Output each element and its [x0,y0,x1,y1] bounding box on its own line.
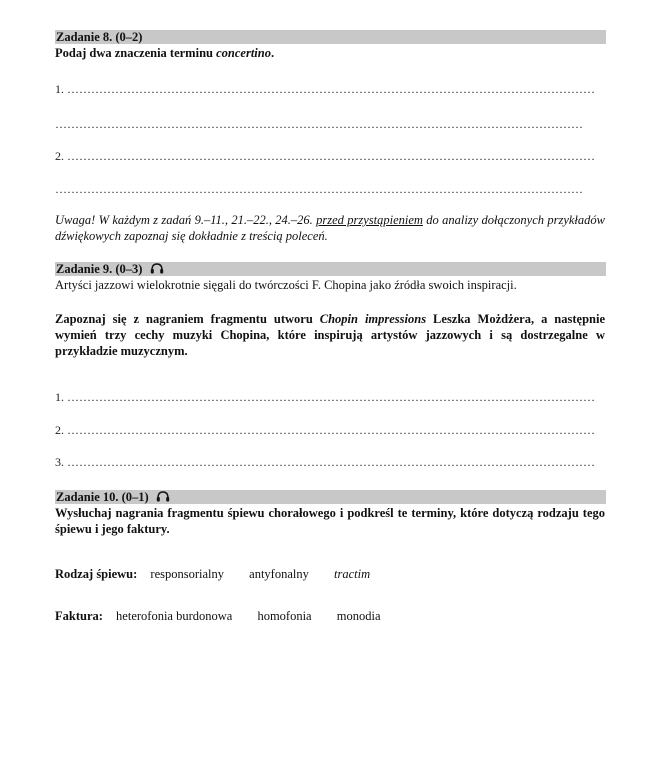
task9-header [55,262,606,276]
task8-answer-line-3[interactable]: 2. …………………………………………………………………………………………………………………… [55,149,595,163]
faktura-label: Faktura: [55,609,103,623]
option-tractim[interactable]: tractim [334,567,371,581]
task9-question-text: Zapoznaj się z nagraniem fragmentu utworu [55,312,320,326]
note-underlined: przed przystąpieniem [316,213,423,227]
task10-row-faktura [55,608,605,624]
task8-answer-line-4[interactable]: …………………………………………………………………………………………………………………… [55,182,583,196]
task9-answer-line-1[interactable]: 1. …………………………………………………………………………………………………………………… [55,390,595,404]
task10-row-rodzaj [55,566,605,582]
task8-question [55,45,605,61]
headphones-icon [150,263,164,277]
task9-title: Chopin impressions [319,312,427,326]
task8-header [55,30,606,44]
task9-question-end: Leszka Możdżera, a następnie wymień trzy cechy muzyki Chopina, które inspirują artystów jazzowych i są dostrzegalne w przykładzie muzycznym. [55,312,605,358]
task9-header-text: Zadanie 9. (0–3) [56,262,143,276]
note-text: Uwaga! W każdym z zadań 9.–11., 21.–22., 24.–26. [55,213,317,227]
note-text-end: do analizy dołączonych przykładów dźwiękowych zapoznaj się dokładnie z treścią poleceń. [55,213,605,243]
option-responsorialny[interactable]: responsorialny [150,567,225,581]
task8-header-text: Zadanie 8. (0–2) [56,30,143,44]
task10-header-text: Zadanie 10. (0–1) [56,490,149,504]
task8-question-text: Podaj dwa znaczenia terminu [55,46,217,60]
option-monodia[interactable]: monodia [336,609,381,623]
note-paragraph [55,212,605,244]
task8-answer-line-2[interactable]: …………………………………………………………………………………………………………………… [55,117,583,131]
task10-question: Wysłuchaj nagrania fragmentu śpiewu chorałowego i podkreśl te terminy, które dotyczą rodzaju tego śpiewu i jego faktury. [55,506,605,536]
task9-intro: Artyści jazzowi wielokrotnie sięgali do twórczości F. Chopina jako źródła swoich inspiracji. [55,278,517,292]
task8-term: concertino [216,46,271,60]
rodzaj-label: Rodzaj śpiewu: [55,567,138,581]
option-heterofonia-burdonowa[interactable]: heterofonia burdonowa [116,609,233,623]
option-antyfonalny[interactable]: antyfonalny [249,567,309,581]
task9-question [55,311,605,359]
task10-header [55,490,606,504]
headphones-icon [156,491,170,505]
task8-answer-line-1[interactable]: 1. …………………………………………………………………………………………………………………… [55,82,595,96]
option-homofonia[interactable]: homofonia [257,609,312,623]
task9-answer-line-3[interactable]: 3. …………………………………………………………………………………………………………………… [55,455,595,469]
task9-answer-line-2[interactable]: 2. …………………………………………………………………………………………………………………… [55,423,595,437]
task8-question-end: . [270,46,275,60]
